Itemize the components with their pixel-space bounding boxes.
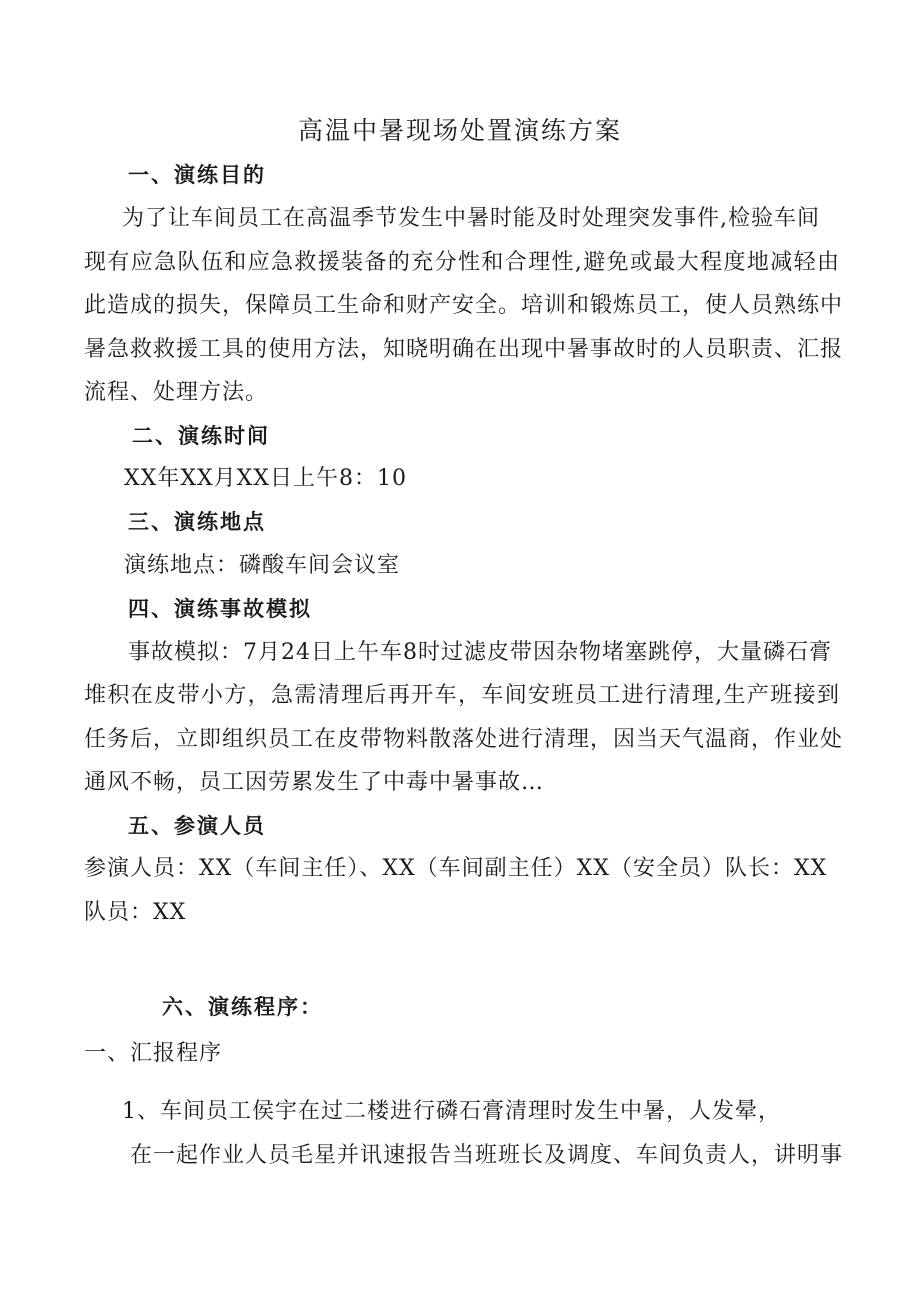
section-heading-procedure: 六、演练程序： xyxy=(162,995,323,1019)
document-title: 高温中暑现场处置演练方案 xyxy=(297,116,622,145)
paragraph-line: 事故模拟：7月24日上午车8时过滤皮带因杂物堵塞跳停，大量磷石膏 xyxy=(128,640,832,665)
section-heading-time: 二、演练时间 xyxy=(132,424,270,448)
participants-line: 参演人员：XX（车间主任）、XX（车间副主任）XX（安全员）队长：XX xyxy=(84,856,828,881)
section-heading-participants: 五、参演人员 xyxy=(128,814,266,838)
section-heading-simulation: 四、演练事故模拟 xyxy=(128,597,312,621)
drill-location-text: 演练地点：磷酸车间会议室 xyxy=(124,553,401,578)
drill-time-text: XX年XX月XX日上午8：10 xyxy=(124,466,407,491)
paragraph-line: 任务后，立即组织员工在皮带物料散落处进行清理，因当天气温商，作业处 xyxy=(84,727,844,752)
subheading-report-procedure: 一、汇报程序 xyxy=(84,1041,223,1066)
section-heading-location: 三、演练地点 xyxy=(128,510,266,534)
paragraph-line: 堆积在皮带小方，急需清理后再开车，车间安班员工进行清理,生产班接到 xyxy=(84,683,840,708)
paragraph-line: 在一起作业人员毛星并讯速报告当班班长及调度、车间负责人，讲明事 xyxy=(130,1143,844,1168)
paragraph-line: 流程、处理方法。 xyxy=(84,380,269,405)
team-members-line: 队员：XX xyxy=(84,900,187,925)
paragraph-line: 1、车间员工侯宇在过二楼进行磷石膏清理时发生中暑，人发晕， xyxy=(122,1099,781,1124)
paragraph-line: 暑急救救援工具的使用方法，知晓明确在出现中暑事故时的人员职责、汇报 xyxy=(84,337,844,362)
paragraph-line: 现有应急队伍和应急救援装备的充分性和合理性,避免或最大程度地减轻由 xyxy=(84,250,840,275)
paragraph-line: 通风不畅，员工因劳累发生了中毒中暑事故… xyxy=(84,770,545,795)
section-heading-purpose: 一、演练目的 xyxy=(128,163,266,187)
paragraph-line: 此造成的损失，保障员工生命和财产安全。培训和锻炼员工，使人员熟练中 xyxy=(84,293,844,318)
paragraph-line: 为了让车间员工在高温季节发生中暑时能及时处理突发事件,检验车间 xyxy=(122,206,820,231)
